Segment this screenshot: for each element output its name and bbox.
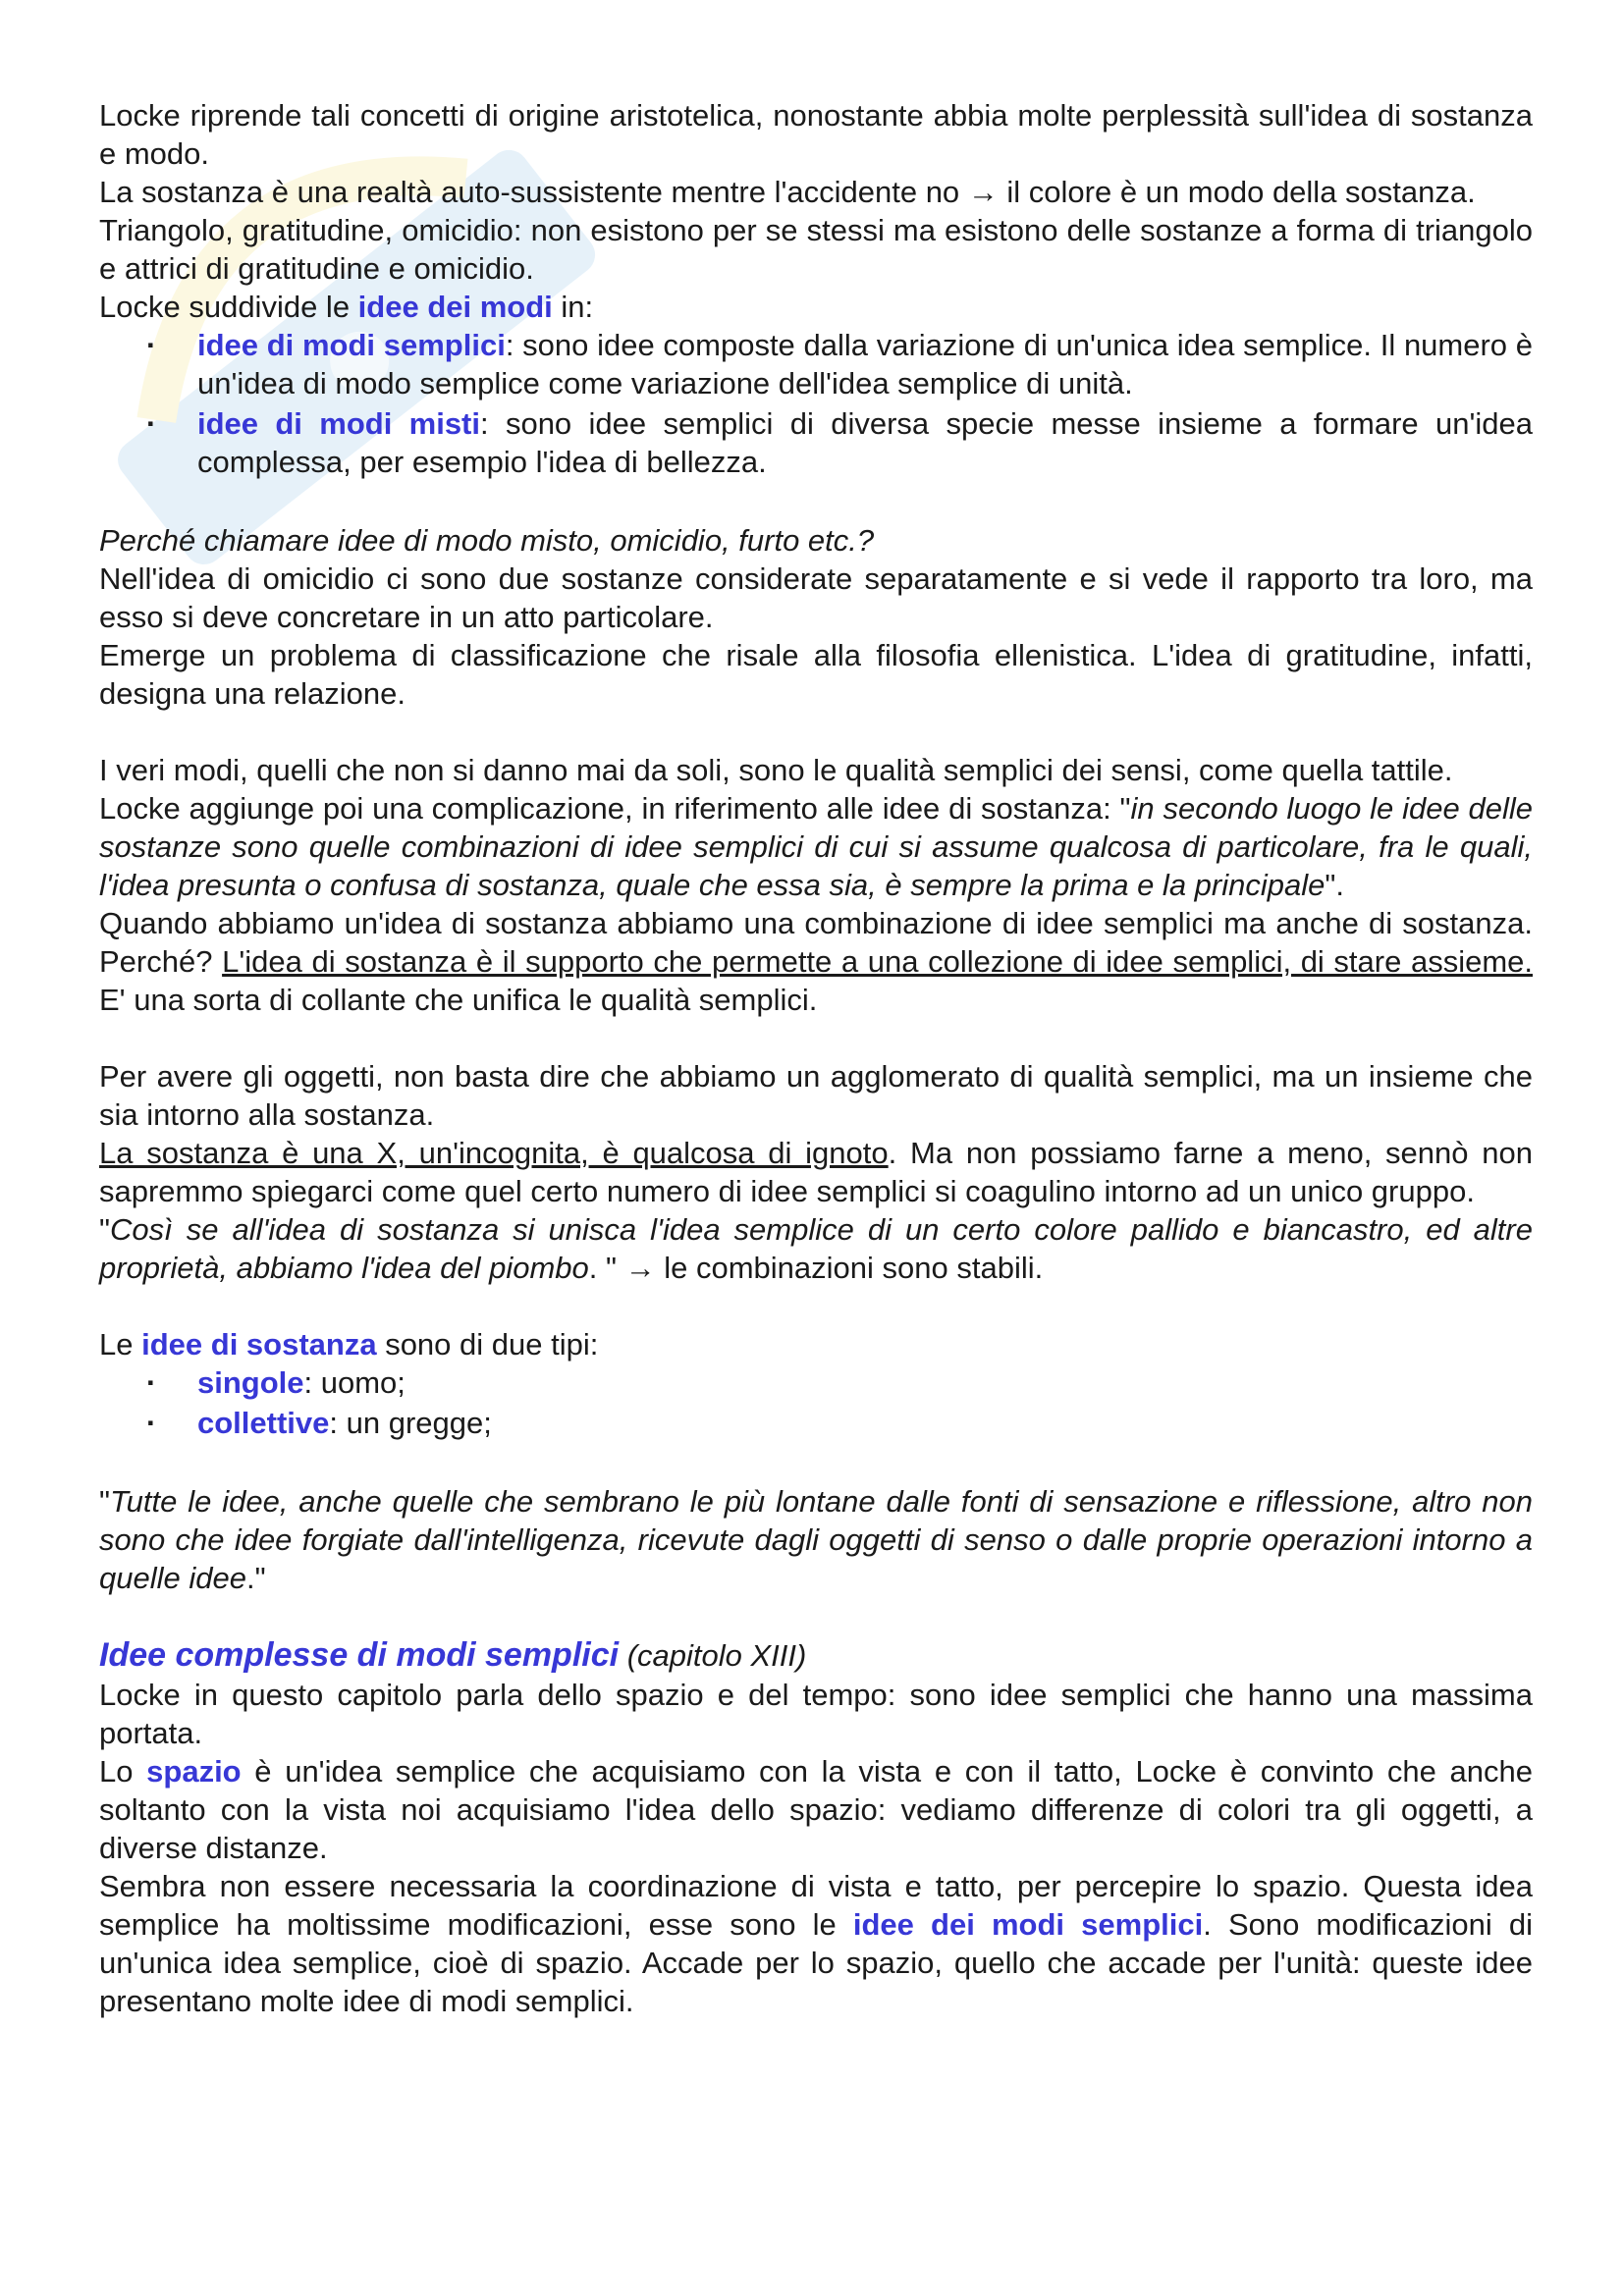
quote: Tutte le idee, anche quelle che sembrano le più lontane dalle fonti di sensazione e riflessione, altro non sono che idee forgiate dall'intelligenza, ricevute dagli oggetti di senso o dalle proprie operazioni intorno a quelle idee — [99, 1484, 1533, 1595]
paragraph: Emerge un problema di classificazione che risale alla filosofia ellenistica. L'idea di gratitudine, infatti, designa una relazione. — [99, 638, 1533, 711]
paragraph: Locke suddivide le idee dei modi in: — [99, 290, 594, 324]
document-page — [99, 96, 1533, 2020]
paragraph: I veri modi, quelli che non si danno mai da soli, sono le qualità semplici dei sensi, come quella tattile. — [99, 753, 1453, 787]
list-item: · collettive: un gregge; — [197, 1404, 1533, 1442]
bullet-list — [99, 326, 1533, 481]
paragraph: Triangolo, gratitudine, omicidio: non esistono per se stessi ma esistono delle sostanze a forma di triangolo e attrici di gratitudine e omicidio. — [99, 213, 1533, 286]
bullet-list — [99, 1363, 1533, 1442]
quote: in secondo luogo le idee delle sostanze sono quelle combinazioni di idee semplici di cui si assume qualcosa di particolare, fra le quali, l'idea presunta o confusa di sostanza, quale che essa sia, è sempre la prima e la principale — [99, 791, 1533, 902]
paragraph: Le idee di sostanza sono di due tipi: — [99, 1327, 599, 1362]
keyword: collettive — [197, 1406, 330, 1440]
paragraph: La sostanza è una X, un'incognita, è qualcosa di ignoto. Ma non possiamo farne a meno, sennò non sapremmo spiegarci come quel certo numero di idee semplici si coagulino intorno ad un unico gruppo. — [99, 1136, 1533, 1208]
paragraph: Sembra non essere necessaria la coordinazione di vista e tatto, per percepire lo spazio. Questa idea semplice ha moltissime modificazioni, esse sono le idee dei modi semplici. Sono modificazioni di un'unica idea semplice, cioè di spazio. Accade per lo spazio, quello che accade per l'unità: queste idee presentano molte idee di modi semplici. — [99, 1869, 1533, 2018]
question: Perché chiamare idee di modo misto, omicidio, furto etc.? — [99, 523, 875, 558]
keyword: idee dei modi semplici — [852, 1907, 1204, 1942]
keyword: idee di sostanza — [141, 1327, 377, 1362]
paragraph: "Tutte le idee, anche quelle che sembrano le più lontane dalle fonti di sensazione e riflessione, altro non sono che idee forgiate dall'intelligenza, ricevute dagli oggetti di senso o dalle proprie operazioni intorno a quelle idee." — [99, 1484, 1533, 1595]
keyword: idee di modi semplici — [197, 328, 506, 362]
list-item: · idee di modi misti: sono idee semplici di diversa specie messe insieme a formare un'idea complessa, per esempio l'idea di bellezza. — [197, 404, 1533, 481]
list-item: · singole: uomo; — [197, 1363, 1533, 1402]
quote: Così se all'idea di sostanza si unisca l'idea semplice di un certo colore pallido e biancastro, ed altre proprietà, abbiamo l'idea del piombo — [99, 1212, 1533, 1285]
paragraph: Lo spazio è un'idea semplice che acquisiamo con la vista e con il tatto, Locke è convinto che anche soltanto con la vista noi acquisiamo l'idea dello spazio: vediamo differenze di colori tra gli oggetti, a diverse distanze. — [99, 1754, 1533, 1865]
paragraph: Nell'idea di omicidio ci sono due sostanze considerate separatamente e si vede il rapporto tra loro, ma esso si deve concretare in un atto particolare. — [99, 561, 1533, 634]
paragraph: Locke aggiunge poi una complicazione, in riferimento alle idee di sostanza: "in secondo luogo le idee delle sostanze sono quelle combinazioni di idee semplici di cui si assume qualcosa di particolare, fra le quali, l'idea presunta o confusa di sostanza, quale che essa sia, è sempre la prima e la principale". — [99, 791, 1533, 902]
keyword: idee dei modi — [357, 290, 553, 324]
keyword: spazio — [146, 1754, 242, 1789]
section-heading: Idee complesse di modi semplici (capitolo XIII) — [99, 1636, 807, 1674]
keyword: singole — [197, 1365, 304, 1400]
paragraph: "Così se all'idea di sostanza si unisca l'idea semplice di un certo colore pallido e biancastro, ed altre proprietà, abbiamo l'idea del piombo. " → le combinazioni sono stabili. — [99, 1212, 1533, 1285]
underlined-text: La sostanza è una X, un'incognita, è qualcosa di ignoto — [99, 1136, 889, 1170]
keyword: idee di modi misti — [197, 406, 480, 441]
paragraph: La sostanza è una realtà auto-sussistente mentre l'accidente no → il colore è un modo della sostanza. — [99, 175, 1476, 209]
underlined-text: L'idea di sostanza è il supporto che permette a una collezione di idee semplici, di stare assieme. — [222, 944, 1534, 979]
list-item: · idee di modi semplici: sono idee composte dalla variazione di un'unica idea semplice. Il numero è un'idea di modo semplice come variazione dell'idea semplice di unità. — [197, 326, 1533, 402]
paragraph: Per avere gli oggetti, non basta dire che abbiamo un agglomerato di qualità semplici, ma un insieme che sia intorno alla sostanza. — [99, 1059, 1533, 1132]
paragraph: Locke riprende tali concetti di origine aristotelica, nonostante abbia molte perplessità sull'idea di sostanza e modo. — [99, 98, 1533, 171]
paragraph: Locke in questo capitolo parla dello spazio e del tempo: sono idee semplici che hanno una massima portata. — [99, 1678, 1533, 1750]
paragraph: Quando abbiamo un'idea di sostanza abbiamo una combinazione di idee semplici ma anche di sostanza. Perché? L'idea di sostanza è il supporto che permette a una collezione di idee semplici, di stare assieme. E' una sorta di collante che unifica le qualità semplici. — [99, 906, 1534, 1017]
